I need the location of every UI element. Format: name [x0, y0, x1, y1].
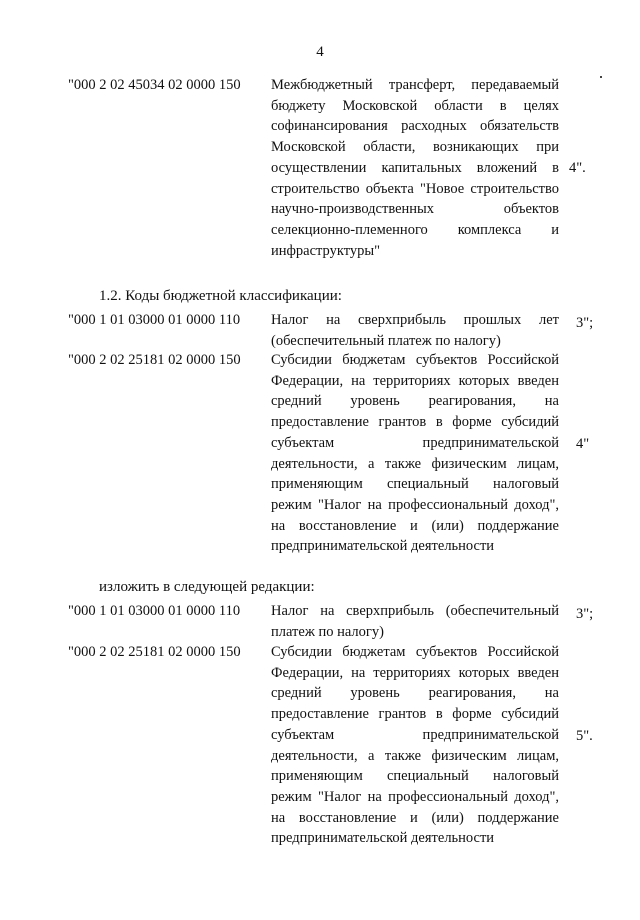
entry-end-mark: 3";	[576, 606, 594, 622]
entry-code: "000 1 01 03000 01 0000 110	[68, 312, 241, 328]
replace-heading: изложить в следующей редакции:	[99, 579, 315, 595]
entry-description: Налог на сверхприбыль прошлых лет (обеспечительный платеж по налогу)	[271, 312, 559, 349]
entry-end-mark: 4".	[569, 160, 586, 176]
page-number: 4	[316, 44, 324, 60]
entry-code: "000 1 01 03000 01 0000 110	[68, 603, 241, 619]
entry-end-mark: 5".	[576, 728, 593, 744]
entry-description: Налог на сверхприбыль (обеспечительный платеж по налогу)	[271, 603, 559, 640]
scan-dot	[600, 76, 602, 78]
entry-end-mark: 3";	[576, 315, 594, 331]
entry-description: Межбюджетный трансферт, передаваемый бюджету Московской области в целях софинансирования расходных обязательств Московской области, возникающих при осуществлении капитальных вложений в строительство объекта "Новое строительство научно-производственных объектов селекционно-племенного комплекса и инфраструктуры"	[271, 77, 559, 259]
entry-description: Субсидии бюджетам субъектов Российской Федерации, на территориях которых введен средний уровень реагирования, на предоставление грантов в форме субсидий субъектам предпринимательской деятельности, а также физическим лицам, применяющим специальный налоговый режим "Налог на профессиональный доход", на восстановление и (или) поддержание предпринимательской деятельности	[271, 644, 559, 847]
section-heading: 1.2. Коды бюджетной классификации:	[99, 288, 342, 304]
entry-end-mark: 4"	[576, 436, 590, 452]
entry-code: "000 2 02 25181 02 0000 150	[68, 352, 241, 368]
entry-code: "000 2 02 25181 02 0000 150	[68, 644, 241, 660]
entry-description: Субсидии бюджетам субъектов Российской Федерации, на территориях которых введен средний уровень реагирования, на предоставление грантов в форме субсидий субъектам предпринимательской деятельности, а также физическим лицам, применяющим специальный налоговый режим "Налог на профессиональный доход", на восстановление и (или) поддержание предпринимательской деятельности	[271, 352, 559, 555]
entry-code: "000 2 02 45034 02 0000 150	[68, 77, 241, 93]
